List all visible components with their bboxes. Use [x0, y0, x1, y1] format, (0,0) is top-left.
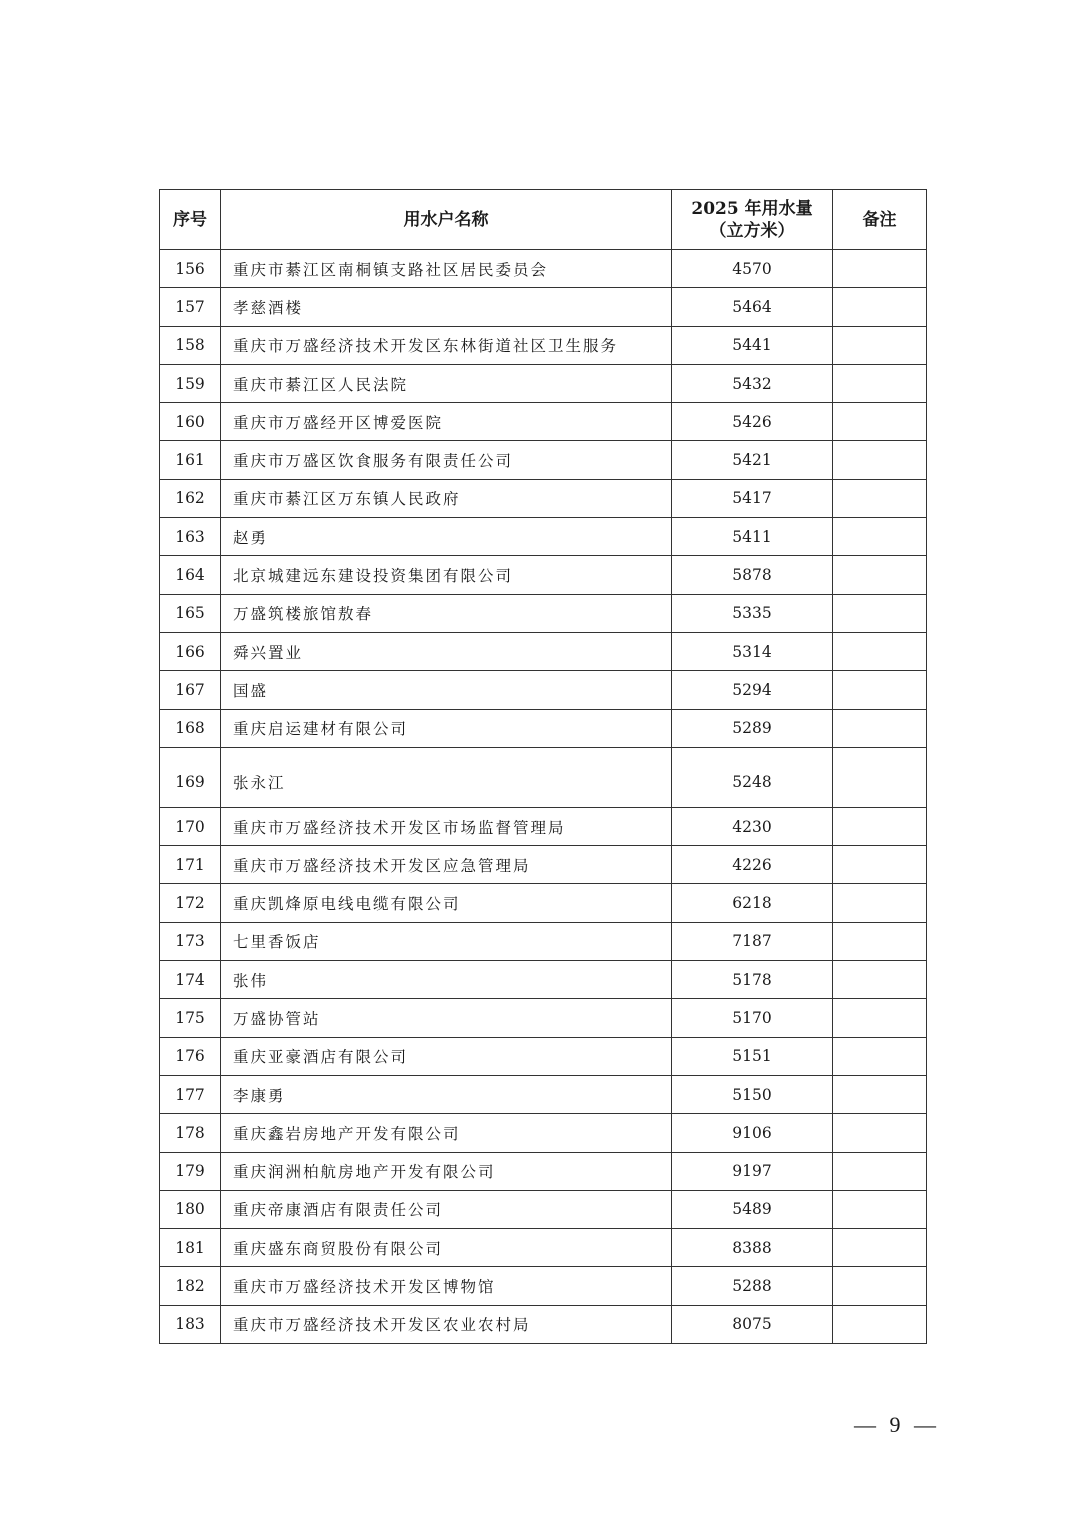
table-row	[160, 1152, 927, 1190]
row-name: 重庆润洲柏航房地产开发有限公司	[221, 1152, 672, 1190]
row-note	[833, 999, 927, 1037]
row-note	[833, 441, 927, 479]
row-volume: 6218	[672, 884, 833, 922]
row-name: 重庆市綦江区人民法院	[221, 364, 672, 402]
table-row	[160, 922, 927, 960]
header-name: 用水户名称	[221, 190, 672, 250]
row-volume: 5314	[672, 632, 833, 670]
row-index: 167	[160, 671, 221, 709]
row-name: 重庆凯烽原电线电缆有限公司	[221, 884, 672, 922]
table-row	[160, 1190, 927, 1228]
row-volume: 8388	[672, 1229, 833, 1267]
row-name: 孝慈酒楼	[221, 288, 672, 326]
row-index: 159	[160, 364, 221, 402]
row-volume: 5878	[672, 556, 833, 594]
row-index: 161	[160, 441, 221, 479]
row-volume: 5432	[672, 364, 833, 402]
row-volume: 4226	[672, 846, 833, 884]
table-row	[160, 807, 927, 845]
row-name: 七里香饭店	[221, 922, 672, 960]
row-name: 万盛协管站	[221, 999, 672, 1037]
row-index: 172	[160, 884, 221, 922]
row-name: 重庆盛东商贸股份有限公司	[221, 1229, 672, 1267]
row-name: 张伟	[221, 961, 672, 999]
row-name: 北京城建远东建设投资集团有限公司	[221, 556, 672, 594]
row-note	[833, 961, 927, 999]
row-index: 157	[160, 288, 221, 326]
water-usage-table	[159, 189, 927, 1344]
row-name: 重庆市万盛经济技术开发区农业农村局	[221, 1305, 672, 1343]
row-note	[833, 1075, 927, 1113]
row-name: 张永江	[221, 747, 672, 807]
row-name: 重庆鑫岩房地产开发有限公司	[221, 1114, 672, 1152]
table-row	[160, 884, 927, 922]
row-volume: 5288	[672, 1267, 833, 1305]
row-index: 168	[160, 709, 221, 747]
row-volume: 9106	[672, 1114, 833, 1152]
row-note	[833, 479, 927, 517]
row-index: 170	[160, 807, 221, 845]
row-index: 166	[160, 632, 221, 670]
row-name: 重庆市万盛经济技术开发区市场监督管理局	[221, 807, 672, 845]
row-index: 174	[160, 961, 221, 999]
water-usage-table-container	[159, 189, 926, 1344]
table-row	[160, 632, 927, 670]
table-row	[160, 709, 927, 747]
table-row	[160, 556, 927, 594]
row-volume: 5335	[672, 594, 833, 632]
header-index: 序号	[160, 190, 221, 250]
row-name: 重庆帝康酒店有限责任公司	[221, 1190, 672, 1228]
row-volume: 4230	[672, 807, 833, 845]
row-note	[833, 671, 927, 709]
row-volume: 8075	[672, 1305, 833, 1343]
table-row	[160, 364, 927, 402]
row-note	[833, 807, 927, 845]
row-index: 180	[160, 1190, 221, 1228]
table-row	[160, 1114, 927, 1152]
row-volume: 5178	[672, 961, 833, 999]
row-note	[833, 1152, 927, 1190]
row-index: 178	[160, 1114, 221, 1152]
row-note	[833, 518, 927, 556]
row-name: 重庆市万盛经济技术开发区博物馆	[221, 1267, 672, 1305]
row-note	[833, 556, 927, 594]
row-note	[833, 326, 927, 364]
table-row	[160, 326, 927, 364]
table-row	[160, 961, 927, 999]
row-name: 重庆市万盛经济技术开发区东林街道社区卫生服务	[221, 326, 672, 364]
table-row	[160, 1305, 927, 1343]
row-note	[833, 1267, 927, 1305]
row-index: 169	[160, 747, 221, 807]
header-note: 备注	[833, 190, 927, 250]
row-note	[833, 594, 927, 632]
row-name: 重庆市万盛经开区博爱医院	[221, 403, 672, 441]
row-index: 171	[160, 846, 221, 884]
row-index: 181	[160, 1229, 221, 1267]
row-note	[833, 922, 927, 960]
row-index: 183	[160, 1305, 221, 1343]
row-name: 重庆亚豪酒店有限公司	[221, 1037, 672, 1075]
row-index: 160	[160, 403, 221, 441]
row-index: 163	[160, 518, 221, 556]
table-row	[160, 594, 927, 632]
table-header-row	[160, 190, 927, 250]
table-body	[160, 250, 927, 1344]
header-volume-line1: 2025 年用水量	[691, 198, 813, 219]
row-name: 万盛筑楼旅馆敖春	[221, 594, 672, 632]
row-index: 177	[160, 1075, 221, 1113]
page-number: — 9 —	[854, 1412, 940, 1437]
row-volume: 9197	[672, 1152, 833, 1190]
row-volume: 5464	[672, 288, 833, 326]
row-note	[833, 1114, 927, 1152]
table-row	[160, 846, 927, 884]
row-name: 重庆启运建材有限公司	[221, 709, 672, 747]
table-row	[160, 1267, 927, 1305]
row-volume: 5421	[672, 441, 833, 479]
row-note	[833, 632, 927, 670]
row-note	[833, 364, 927, 402]
row-name: 重庆市万盛区饮食服务有限责任公司	[221, 441, 672, 479]
header-volume	[672, 190, 833, 250]
row-name: 李康勇	[221, 1075, 672, 1113]
row-volume: 5170	[672, 999, 833, 1037]
row-volume: 5411	[672, 518, 833, 556]
row-index: 156	[160, 250, 221, 288]
row-note	[833, 250, 927, 288]
table-row	[160, 250, 927, 288]
row-index: 162	[160, 479, 221, 517]
table-row	[160, 671, 927, 709]
row-note	[833, 747, 927, 807]
row-name: 重庆市綦江区南桐镇支路社区居民委员会	[221, 250, 672, 288]
row-volume: 4570	[672, 250, 833, 288]
row-volume: 7187	[672, 922, 833, 960]
row-note	[833, 846, 927, 884]
row-index: 175	[160, 999, 221, 1037]
row-index: 182	[160, 1267, 221, 1305]
table-row	[160, 288, 927, 326]
table-row	[160, 441, 927, 479]
table-row	[160, 403, 927, 441]
row-note	[833, 288, 927, 326]
row-note	[833, 1037, 927, 1075]
row-index: 179	[160, 1152, 221, 1190]
row-volume: 5489	[672, 1190, 833, 1228]
table-row	[160, 999, 927, 1037]
row-note	[833, 1305, 927, 1343]
row-index: 158	[160, 326, 221, 364]
table-row	[160, 1075, 927, 1113]
row-note	[833, 403, 927, 441]
row-index: 176	[160, 1037, 221, 1075]
row-volume: 5150	[672, 1075, 833, 1113]
row-name: 重庆市万盛经济技术开发区应急管理局	[221, 846, 672, 884]
row-name: 赵勇	[221, 518, 672, 556]
row-volume: 5426	[672, 403, 833, 441]
row-volume: 5289	[672, 709, 833, 747]
table-row	[160, 1037, 927, 1075]
row-name: 国盛	[221, 671, 672, 709]
row-index: 173	[160, 922, 221, 960]
row-note	[833, 1190, 927, 1228]
row-volume: 5151	[672, 1037, 833, 1075]
row-note	[833, 709, 927, 747]
row-volume: 5248	[672, 747, 833, 807]
table-row	[160, 518, 927, 556]
row-volume: 5441	[672, 326, 833, 364]
row-name: 重庆市綦江区万东镇人民政府	[221, 479, 672, 517]
table-row	[160, 479, 927, 517]
table-row	[160, 747, 927, 807]
row-note	[833, 884, 927, 922]
row-volume: 5417	[672, 479, 833, 517]
row-note	[833, 1229, 927, 1267]
header-volume-line2: （立方米）	[709, 220, 795, 241]
row-index: 164	[160, 556, 221, 594]
row-volume: 5294	[672, 671, 833, 709]
row-index: 165	[160, 594, 221, 632]
row-name: 舜兴置业	[221, 632, 672, 670]
table-row	[160, 1229, 927, 1267]
